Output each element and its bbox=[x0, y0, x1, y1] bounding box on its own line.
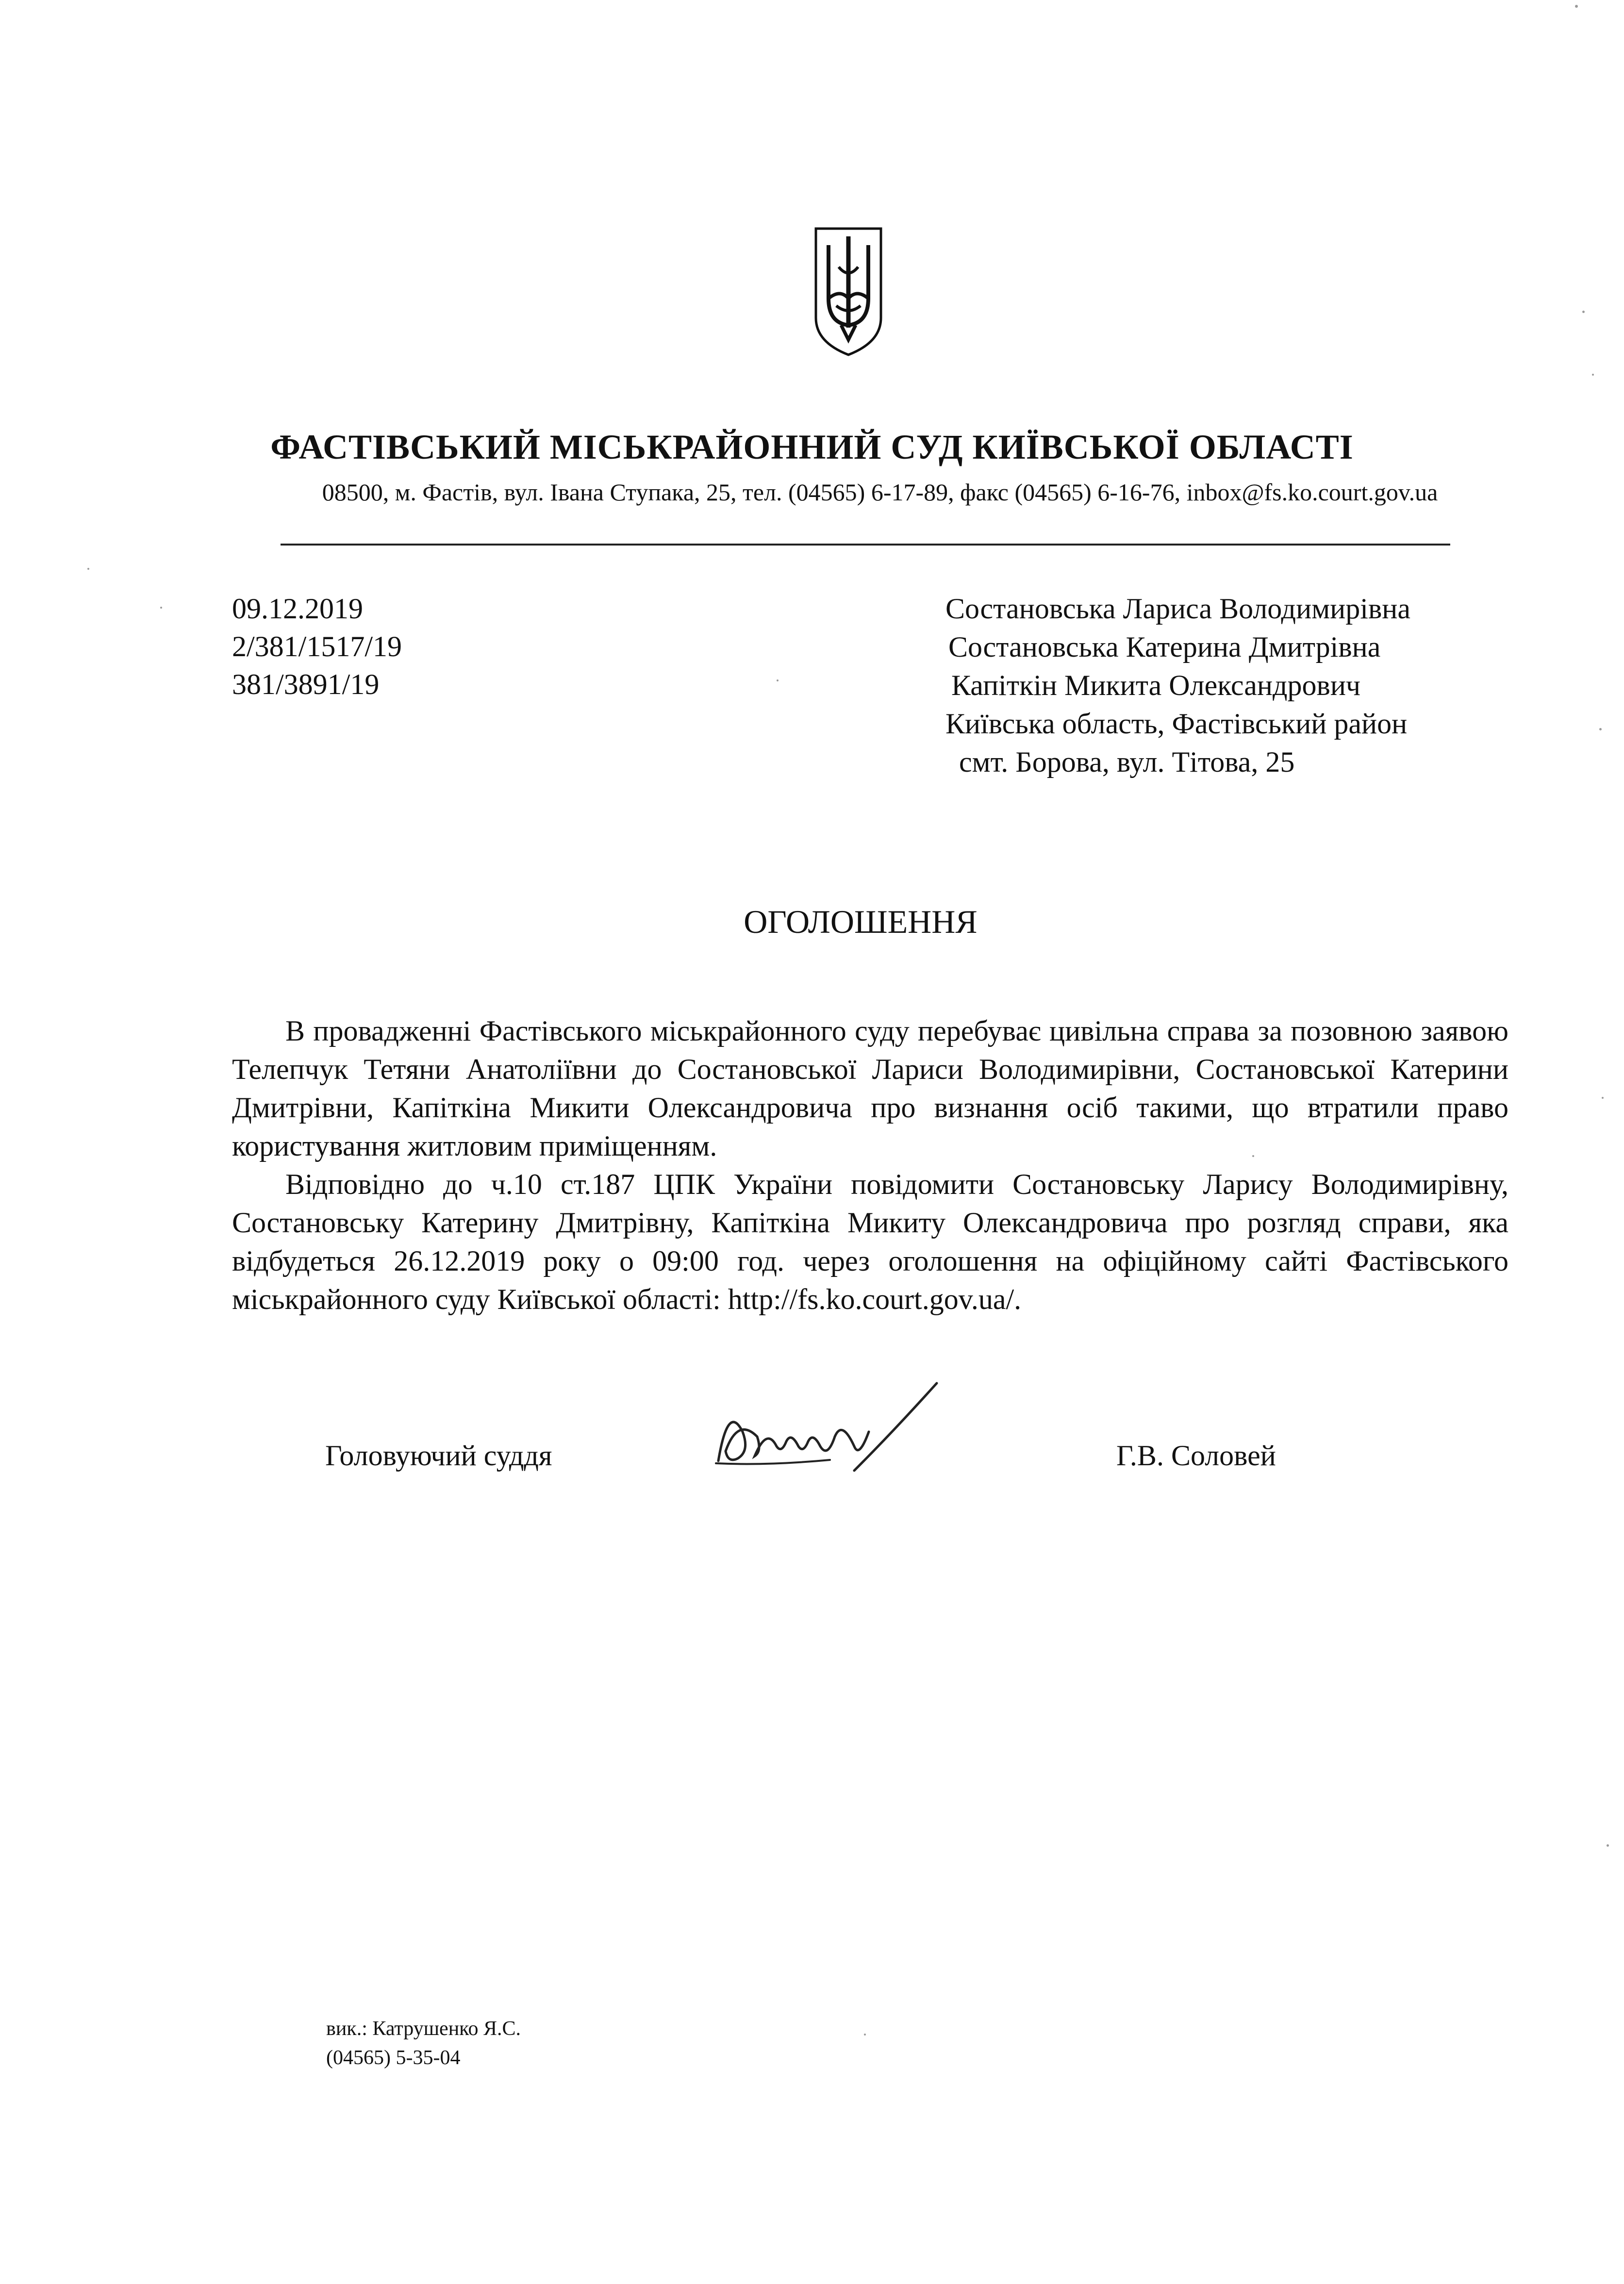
body-paragraph: Відповідно до ч.10 ст.187 ЦПК України повідомити Состановську Ларису Володимирівну, Состановську Катерину Дмитрівну, Капіткіна Микиту Олександровича про розгляд справи, яка відбудеться 26.12.2019 року о 09:00 год. через оголошення на офіційному сайті Фастівського міськрайонного суду Київської області: http://fs.ko.court.gov.ua/. bbox=[232, 1168, 1508, 1315]
recipient-line: Капіткін Микита Олександрович bbox=[951, 669, 1361, 701]
executor-name: вик.: Катрушенко Я.С. bbox=[326, 2018, 521, 2040]
scan-speck bbox=[1602, 1097, 1604, 1099]
header-divider bbox=[281, 544, 1450, 546]
scan-speck bbox=[1575, 5, 1578, 8]
scan-speck bbox=[87, 568, 89, 570]
court-address: 08500, м. Фастів, вул. Івана Ступака, 25, тел. (04565) 6-17-89, факс (04565) 6-16-76, inbox@fs.ko.court.gov.ua bbox=[322, 479, 1438, 506]
outgoing-number: 381/3891/19 bbox=[232, 668, 380, 700]
scan-speck bbox=[1599, 728, 1602, 730]
body-paragraph: В провадженні Фастівського міськрайонного суду перебуває цивільна справа за позовною заявою Телепчук Тетяни Анатоліївни до Состановської Лариси Володимирівни, Состановської Катерини Дмитрівни, Капіткіна Микити Олександровича про визнання осіб такими, що втратили право користування житловим приміщенням. bbox=[232, 1015, 1508, 1162]
executor-block bbox=[326, 2014, 521, 2072]
scan-speck bbox=[777, 679, 779, 681]
document-date: 09.12.2019 bbox=[232, 593, 363, 625]
executor-phone: (04565) 5-35-04 bbox=[326, 2047, 461, 2069]
document-meta bbox=[232, 590, 402, 703]
court-name: ФАСТІВСЬКИЙ МІСЬКРАЙОННИЙ СУД КИЇВСЬКОЇ ОБЛАСТІ bbox=[270, 428, 1354, 466]
recipient-line: Состановська Катерина Дмитрівна bbox=[948, 631, 1381, 663]
scan-speck bbox=[1592, 374, 1594, 376]
recipient-address: смт. Борова, вул. Тітова, 25 bbox=[959, 746, 1295, 778]
coat-of-arms-icon bbox=[812, 226, 885, 357]
document-body bbox=[232, 1012, 1508, 1319]
scan-speck bbox=[160, 607, 162, 609]
recipients-block bbox=[945, 590, 1410, 781]
scan-speck bbox=[1582, 311, 1585, 313]
scan-speck bbox=[1252, 1155, 1254, 1157]
case-number: 2/381/1517/19 bbox=[232, 630, 402, 662]
signer-role: Головуючий суддя bbox=[325, 1440, 552, 1472]
recipient-address: Київська область, Фастівський район bbox=[945, 708, 1408, 740]
handwritten-signature bbox=[709, 1374, 961, 1485]
document-heading: ОГОЛОШЕННЯ bbox=[744, 903, 978, 940]
signer-name: Г.В. Соловей bbox=[1116, 1440, 1276, 1472]
scan-speck bbox=[1607, 1844, 1609, 1847]
scan-speck bbox=[864, 2034, 866, 2036]
recipient-line: Состановська Лариса Володимирівна bbox=[945, 593, 1411, 625]
